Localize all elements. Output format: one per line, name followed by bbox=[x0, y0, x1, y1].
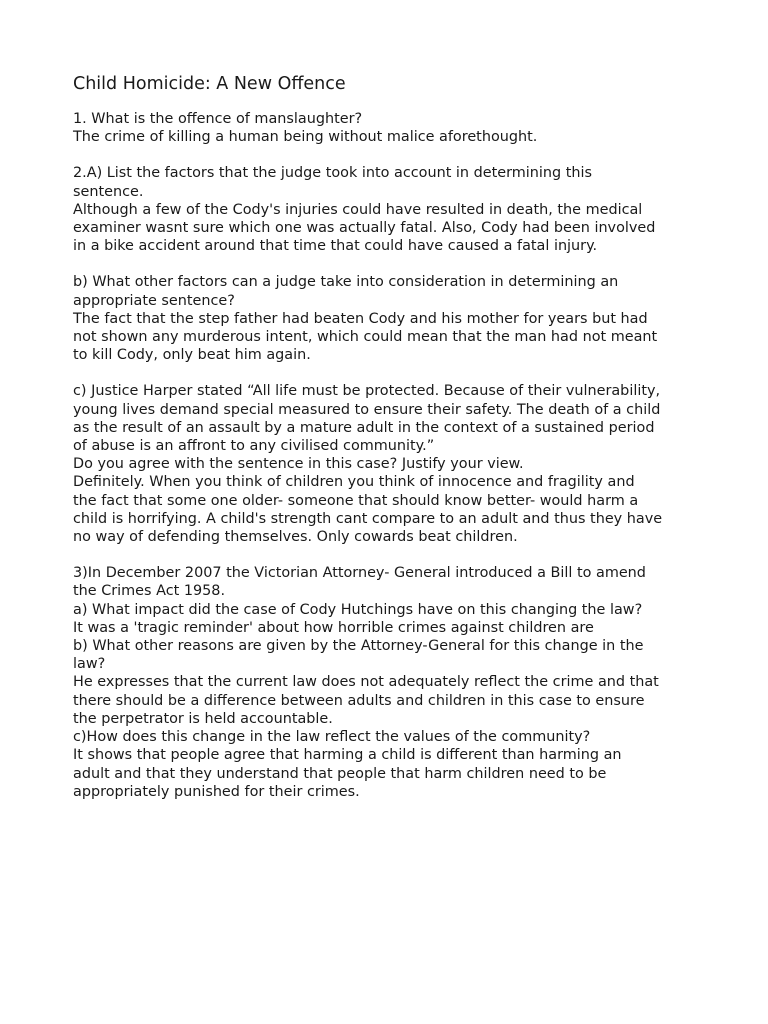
text-line: the Crimes Act 1958. bbox=[73, 583, 226, 600]
text-line: The fact that the step father had beaten Cody and his mother for years but had bbox=[73, 310, 648, 327]
text-line: examiner wasnt sure which one was actually fatal. Also, Cody had been involved bbox=[73, 220, 656, 237]
text-line: not shown any murderous intent, which could mean that the man had not meant bbox=[73, 329, 658, 346]
text-line: c)How does this change in the law reflect the values of the community? bbox=[73, 729, 591, 746]
document-page bbox=[73, 72, 713, 819]
text-line: the perpetrator is held accountable. bbox=[73, 710, 333, 727]
text-line: no way of defending themselves. Only cowards beat children. bbox=[73, 529, 518, 546]
document-body bbox=[73, 110, 713, 801]
text-line: young lives demand special measured to ensure their safety. The death of a child bbox=[73, 401, 661, 418]
text-line: sentence. bbox=[73, 183, 144, 200]
paragraph bbox=[73, 382, 713, 546]
text-line: to kill Cody, only beat him again. bbox=[73, 347, 311, 364]
text-line: b) What other factors can a judge take into consideration in determining an bbox=[73, 274, 619, 291]
document-title: Child Homicide: A New Offence bbox=[73, 74, 346, 94]
paragraph bbox=[73, 564, 713, 801]
text-line: law? bbox=[73, 656, 106, 673]
text-line: Definitely. When you think of children you think of innocence and fragility and bbox=[73, 474, 635, 491]
text-line: as the result of an assault by a mature adult in the context of a sustained period bbox=[73, 419, 655, 436]
text-line: a) What impact did the case of Cody Hutchings have on this changing the law? bbox=[73, 601, 643, 618]
text-line: It was a 'tragic reminder' about how horrible crimes against children are bbox=[73, 619, 594, 636]
text-line: b) What other reasons are given by the Attorney-General for this change in the bbox=[73, 638, 644, 655]
text-line: the fact that some one older- someone that should know better- would harm a bbox=[73, 492, 639, 509]
text-line: It shows that people agree that harming a child is different than harming an bbox=[73, 747, 622, 764]
text-line: of abuse is an affront to any civilised community.” bbox=[73, 438, 435, 455]
text-line: Although a few of the Cody's injuries could have resulted in death, the medical bbox=[73, 201, 643, 218]
text-line: Do you agree with the sentence in this case? Justify your view. bbox=[73, 456, 524, 473]
paragraph bbox=[73, 110, 713, 146]
text-line: in a bike accident around that time that could have caused a fatal injury. bbox=[73, 238, 598, 255]
text-line: 2.A) List the factors that the judge took into account in determining this bbox=[73, 165, 592, 182]
text-line: He expresses that the current law does not adequately reflect the crime and that bbox=[73, 674, 659, 691]
paragraph bbox=[73, 273, 713, 364]
text-line: 1. What is the offence of manslaughter? bbox=[73, 111, 363, 127]
text-line: appropriate sentence? bbox=[73, 292, 235, 309]
text-line: child is horrifying. A child's strength cant compare to an adult and thus they have bbox=[73, 510, 663, 527]
text-line: 3)In December 2007 the Victorian Attorney- General introduced a Bill to amend bbox=[73, 565, 646, 582]
paragraph bbox=[73, 164, 713, 255]
text-line: there should be a difference between adults and children in this case to ensure bbox=[73, 692, 645, 709]
text-line: adult and that they understand that people that harm children need to be bbox=[73, 765, 607, 782]
text-line: c) Justice Harper stated “All life must be protected. Because of their vulnerability, bbox=[73, 383, 661, 400]
text-line: The crime of killing a human being without malice aforethought. bbox=[73, 129, 538, 146]
text-line: appropriately punished for their crimes. bbox=[73, 783, 360, 800]
